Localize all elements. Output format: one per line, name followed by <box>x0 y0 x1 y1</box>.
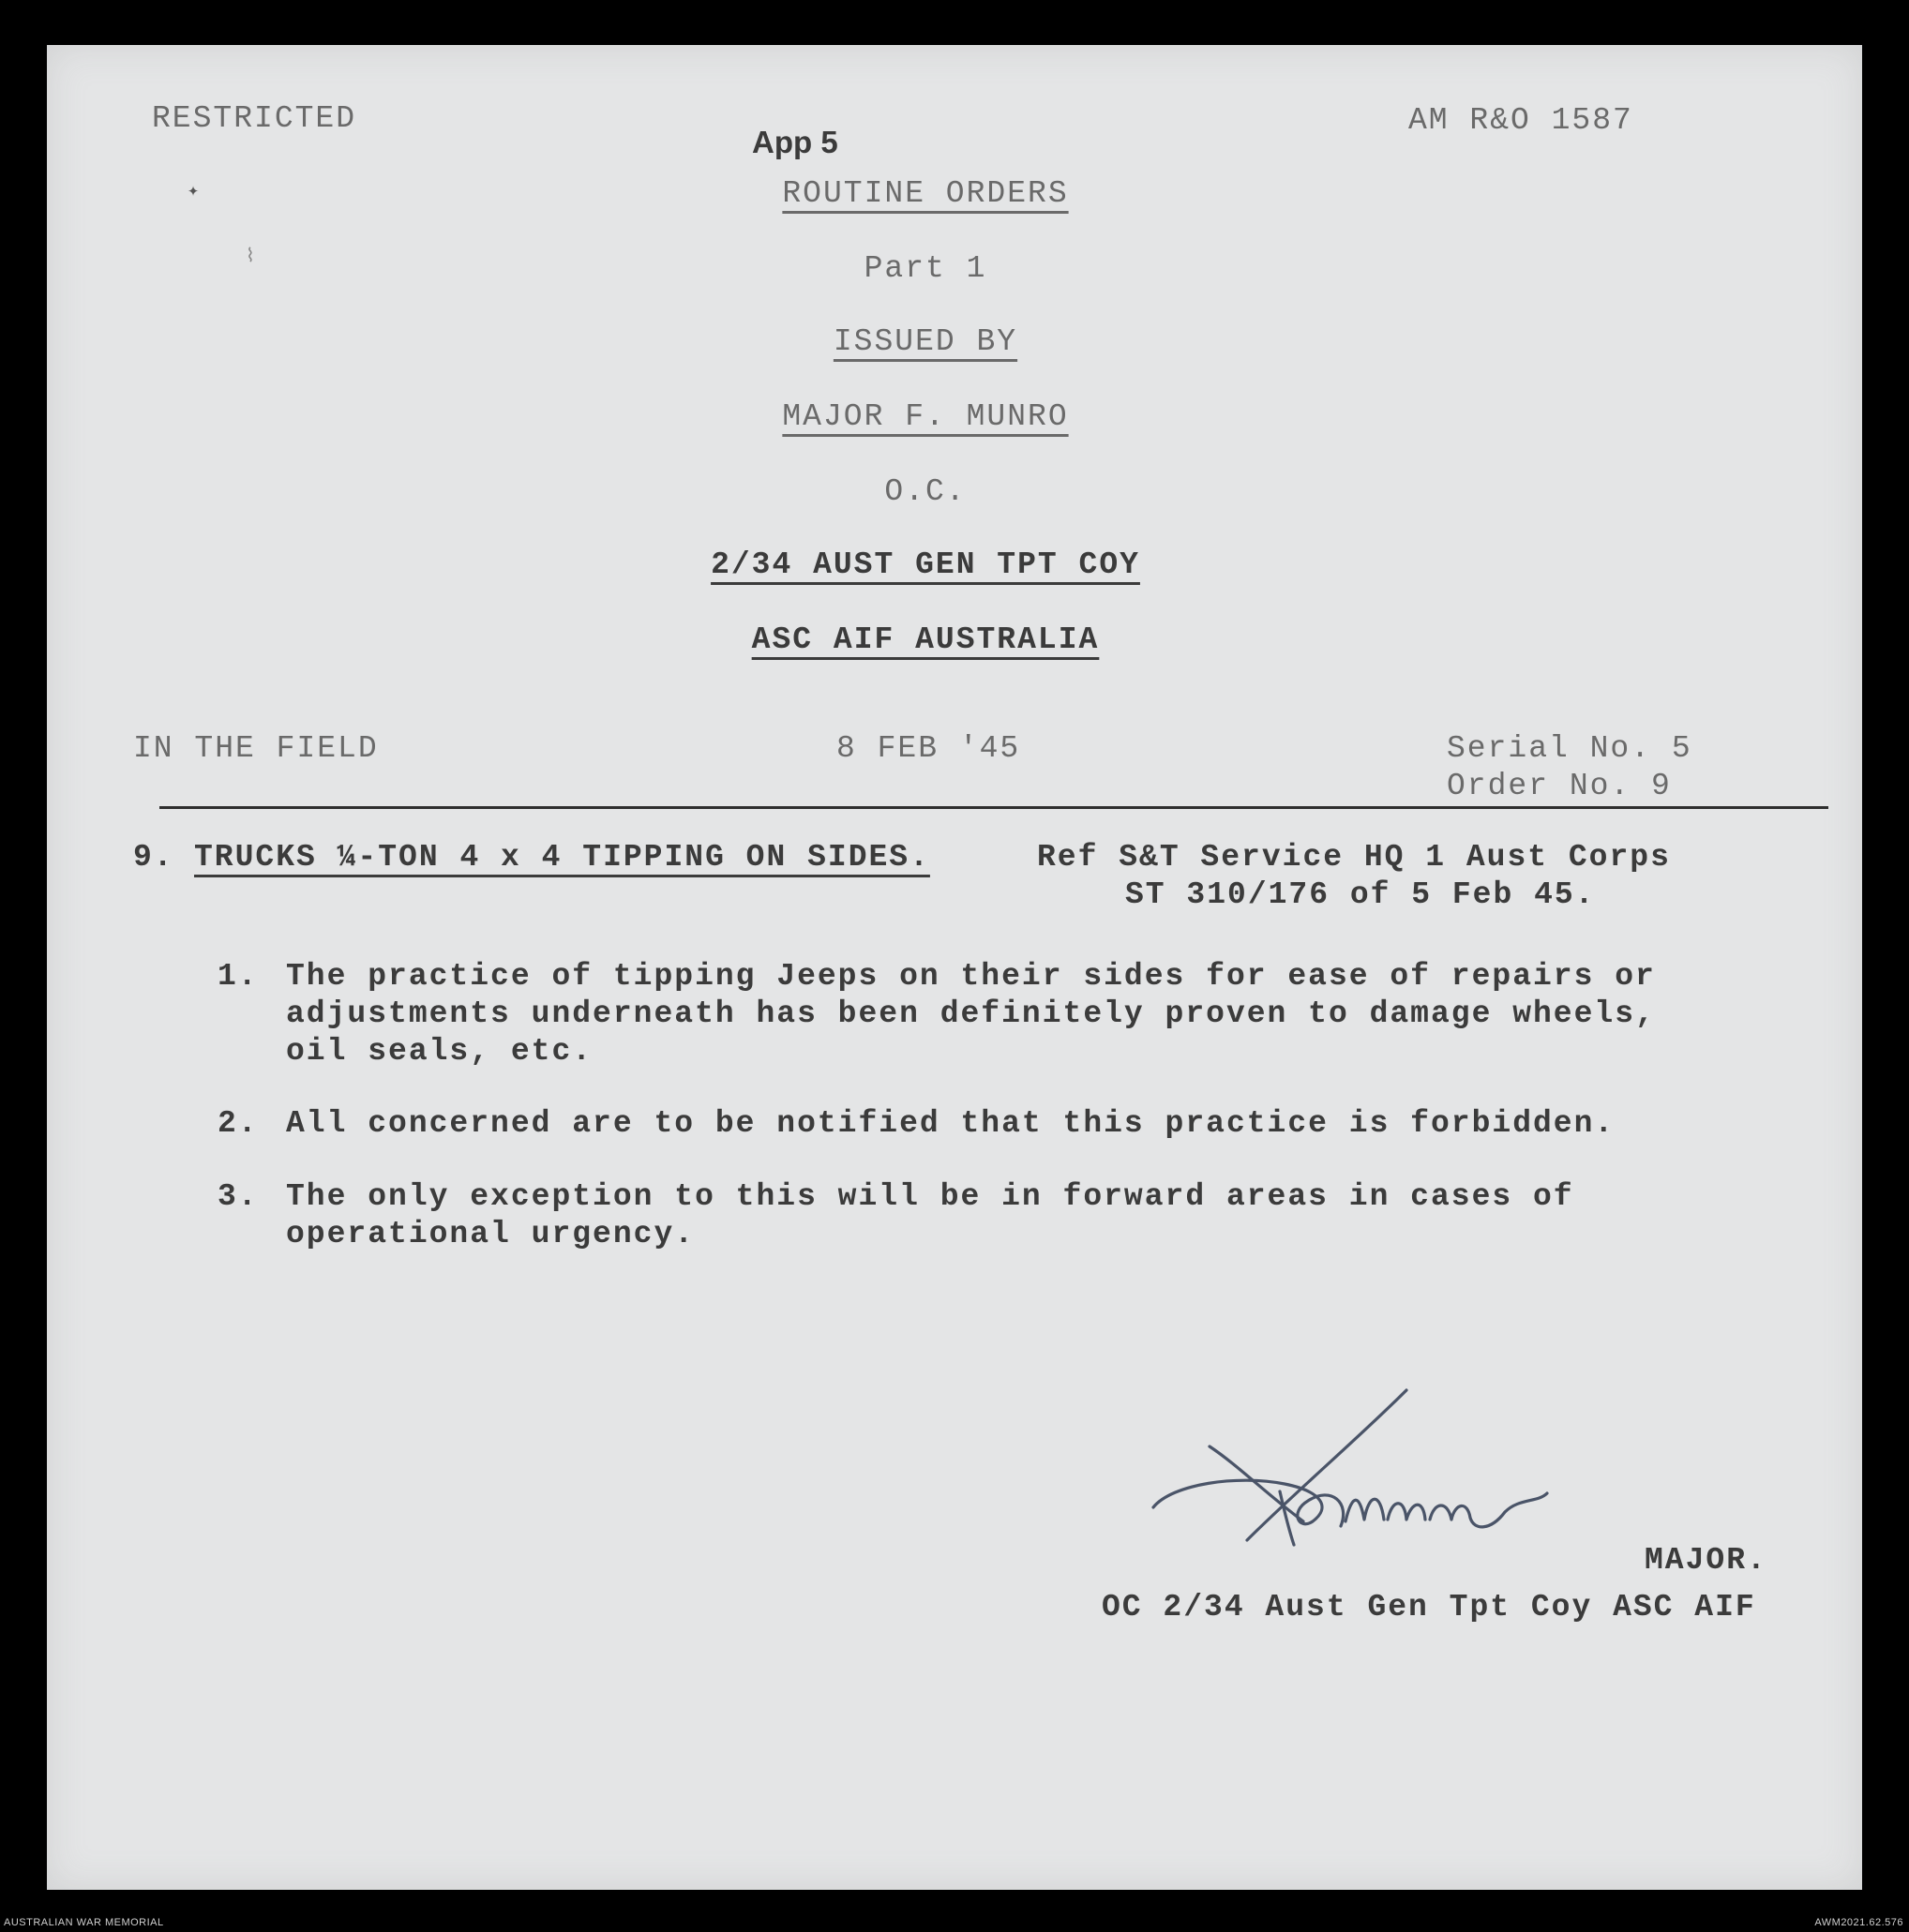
paragraph-line: The practice of tipping Jeeps on their sides for ease of repairs or <box>286 959 1656 994</box>
paragraph-line: The only exception to this will be in forward areas in cases of <box>286 1179 1574 1214</box>
title-part: Part 1 <box>864 251 987 286</box>
paper-mark: ✦ <box>188 181 200 202</box>
handwritten-signature <box>1106 1381 1556 1559</box>
footer-accession-number: AWM2021.62.576 <box>1814 1917 1903 1928</box>
order-reference-line1: Ref S&T Service HQ 1 Aust Corps <box>1037 840 1671 875</box>
appendix-label: App 5 <box>752 125 838 159</box>
signature-unit: OC 2/34 Aust Gen Tpt Coy ASC AIF <box>1102 1590 1756 1625</box>
title-oc: O.C. <box>884 474 967 509</box>
classification-label: RESTRICTED <box>152 101 357 136</box>
title-corps: ASC AIF AUSTRALIA <box>751 622 1100 657</box>
reference-number: AM R&O 1587 <box>1408 103 1633 138</box>
title-issued-by: ISSUED BY <box>833 324 1018 359</box>
paragraph-number: 1. <box>218 959 259 994</box>
divider-line <box>159 806 1828 809</box>
order-number: Order No. 9 <box>1447 769 1672 803</box>
paragraph-line: All concerned are to be notified that this practice is forbidden. <box>286 1106 1616 1141</box>
paper-mark: ⌇ <box>246 247 255 268</box>
paragraph-line: oil seals, etc. <box>286 1034 594 1069</box>
order-reference-line2: ST 310/176 of 5 Feb 45. <box>1125 877 1596 912</box>
date-label: 8 FEB '45 <box>836 731 1021 766</box>
paragraph-line: adjustments underneath has been definitely proven to damage wheels, <box>286 996 1656 1031</box>
order-subject: TRUCKS ¼-TON 4 x 4 TIPPING ON SIDES. <box>194 840 930 875</box>
document-page <box>47 45 1862 1890</box>
serial-number: Serial No. 5 <box>1447 731 1692 766</box>
title-officer-name: MAJOR F. MUNRO <box>782 399 1069 434</box>
paragraph-number: 3. <box>218 1179 259 1214</box>
location-label: IN THE FIELD <box>133 731 379 766</box>
signature-rank: MAJOR. <box>1645 1543 1767 1578</box>
paragraph-number: 2. <box>218 1106 259 1141</box>
order-item-number: 9. <box>133 840 174 875</box>
paragraph-line: operational urgency. <box>286 1217 696 1251</box>
title-unit: 2/34 AUST GEN TPT COY <box>711 547 1140 582</box>
title-routine-orders: ROUTINE ORDERS <box>782 176 1069 211</box>
footer-institution: AUSTRALIAN WAR MEMORIAL <box>4 1917 164 1928</box>
